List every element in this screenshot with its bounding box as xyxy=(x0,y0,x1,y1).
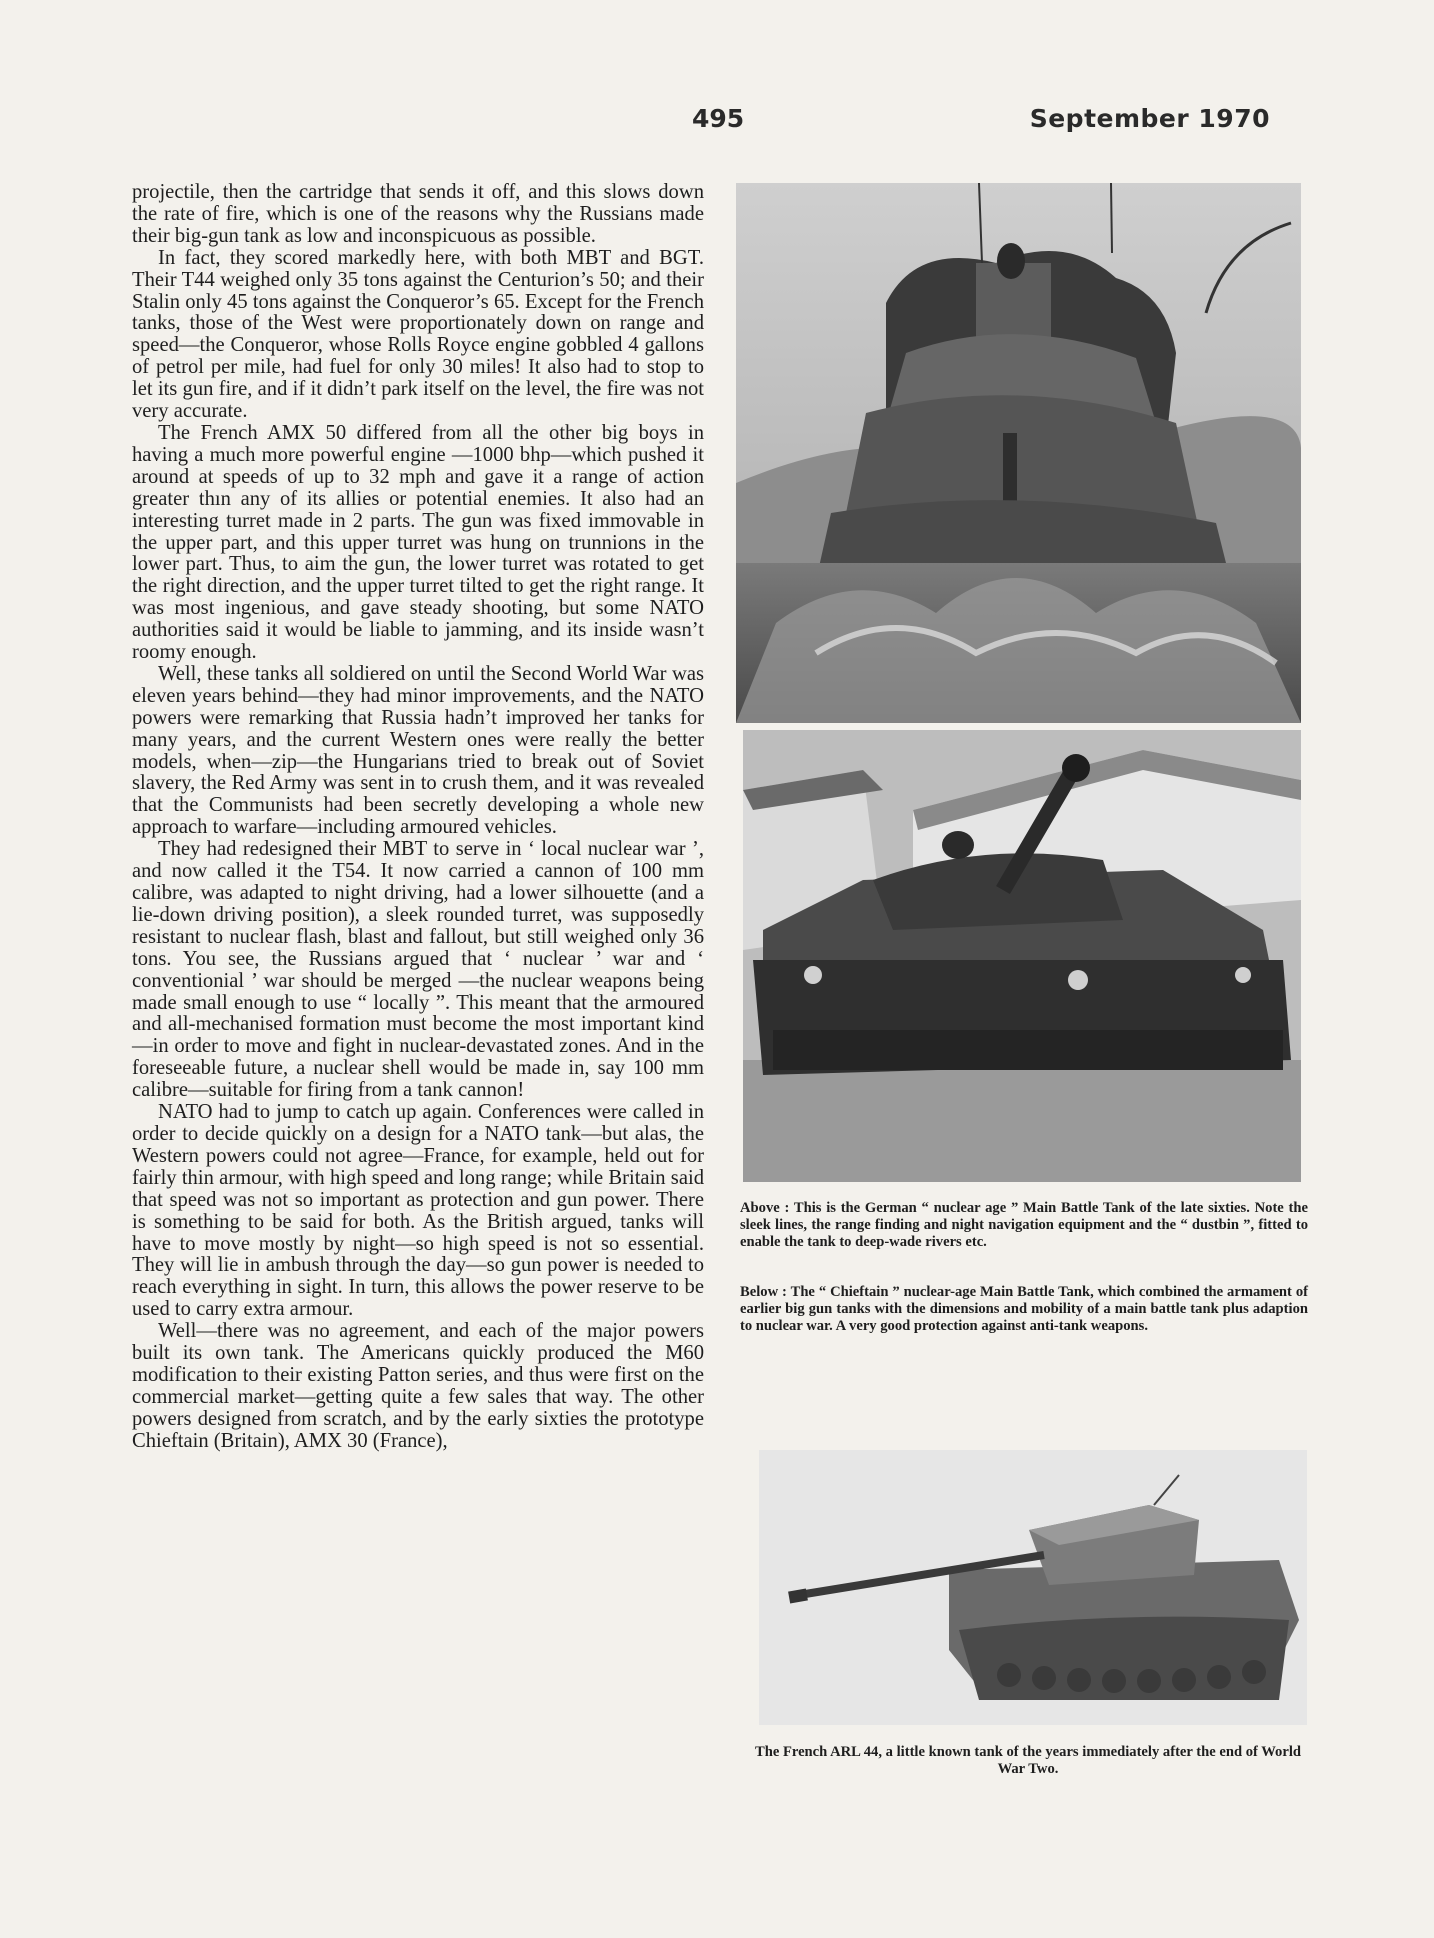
article-paragraph: In fact, they scored markedly here, with both MBT and BGT. Their T44 weighed only 35 tons against the Centurion’s 50; and their Stalin only 45 tons against the Conqueror’s 65. Except for the French tanks, those of the West were proportionately down on range and speed—the Conqueror, whose Rolls Royce engine gobbled 4 gallons of petrol per mile, had fuel for only 30 miles! It also had to stop to let its gun fire, and if it didn’t park itself on the level, the fire was not very accurate. xyxy=(132,246,704,423)
article-paragraph: The French AMX 50 differed from all the other big boys in having a much more powerful engine —1000 bhp—which pushed it around at speeds of up to 32 mph and gave it a range of action greater thın any of its allies or potential enemies. It also had an interesting turret made in 2 parts. The gun was fixed immovable in the upper part, and this upper turret was hung on trunnions in the lower part. Thus, to aim the gun, the lower turret was rotated to get the right direction, and the upper turret tilted to get the right range. It was most ingenious, and gave steady shooting, but some NATO authorities said it would be liable to jamming, and its inside wasn’t roomy enough. xyxy=(132,421,704,664)
article-paragraph: Well—there was no agreement, and each of the major powers built its own tank. The Americans quickly produced the M60 modification to their existing Patton series, and thus were first on the commercial market—getting quite a few sales that way. The other powers designed from scratch, and by the early sixties the prototype Chieftain (Britain), AMX 30 (France), xyxy=(132,1320,704,1452)
caption-below: Below : The “ Chieftain ” nuclear-age Main Battle Tank, which combined the armament of earlier big gun tanks with the dimensions and mobility of a main battle tank plus adaption to nuclear war. A very good protection against anti-tank weapons. xyxy=(740,1284,1308,1334)
article-column xyxy=(132,182,704,1453)
page-header xyxy=(0,104,1434,138)
issue-date: September 1970 xyxy=(1029,104,1270,133)
photo-arl44-tank xyxy=(759,1450,1307,1725)
caption-arl44: The French ARL 44, a little known tank of the years immediately after the end of World War Two. xyxy=(754,1744,1302,1777)
photo-german-tank-wading xyxy=(736,183,1301,723)
article-paragraph: Well, these tanks all soldiered on until the Second World War was eleven years behind—they had minor improvements, and the NATO powers were remarking that Russia hadn’t improved her tanks for many years, and the current Western ones were really the better models, when—zip—the Hungarians tried to break out of Soviet slavery, the Red Army was sent in to crush them, and it was revealed that the Communists had been secretly developing a whole new approach to warfare—including armoured vehicles. xyxy=(132,662,704,839)
article-paragraph: projectile, then the cartridge that sends it off, and this slows down the rate of fire, which is one of the reasons why the Russians made their big-gun tank as low and inconspicuous as possible. xyxy=(132,181,704,247)
photo-chieftain-tank xyxy=(743,730,1301,1182)
page-number: 495 xyxy=(692,104,745,133)
caption-above: Above : This is the German “ nuclear age ” Main Battle Tank of the late sixties. Note the sleek lines, the range finding and night navigation equipment and the “ dustbin ”, fitted to enable the tank to deep-wade rivers etc. xyxy=(740,1200,1308,1250)
article-paragraph: They had redesigned their MBT to serve in ‘ local nuclear war ’, and now called it the T54. It now carried a cannon of 100 mm calibre, was adapted to night driving, had a lower silhouette (and a lie-down driving position), a sleek rounded turret, was supposedly resistant to nuclear flash, blast and fallout, but still weighed only 36 tons. You see, the Russians argued that ‘ nuclear ’ war and ‘ conventionial ’ war should be merged —the nuclear weapons being made small enough to use “ locally ”. This meant that the armoured and all-mechanised formation must become the most important kind—in order to move and fight in nuclear-devastated zones. And in the foreseeable future, a nuclear shell would be made in, say 100 mm calibre—suitable for firing from a tank cannon! xyxy=(132,838,704,1102)
article-paragraph: NATO had to jump to catch up again. Conferences were called in order to decide quickly on a design for a NATO tank—but alas, the Western powers could not agree—France, for example, held out for fairly thin armour, with high speed and long range; while Britain said that speed was not so important as protection and gun power. There is something to be said for both. As the British argued, tanks will have to move mostly by night—so high speed is not so essential. They will lie in ambush through the day—so gun power is needed to reach everything in sight. In turn, this allows the power reserve to be used to carry extra armour. xyxy=(132,1101,704,1321)
